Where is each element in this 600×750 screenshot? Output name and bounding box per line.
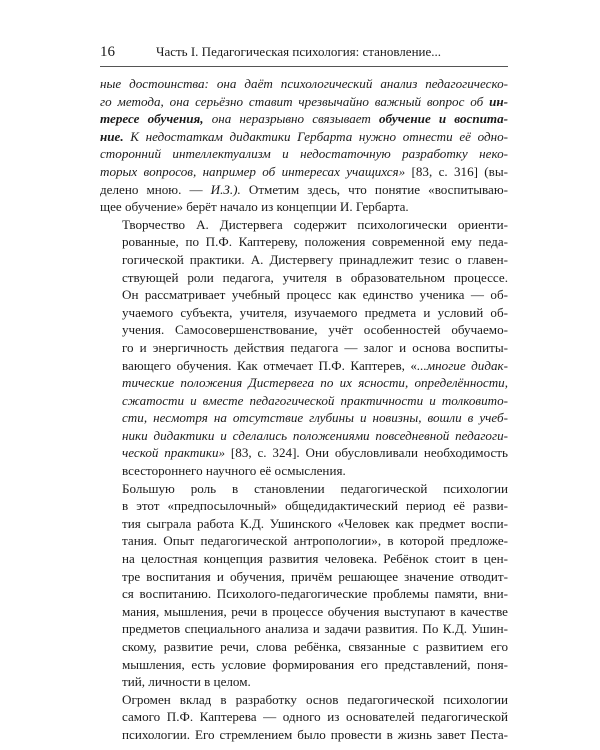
paragraph bbox=[100, 691, 508, 744]
text-segment: ствующей роли педагога, учителя в образовательном процессе. bbox=[122, 269, 508, 285]
text-line bbox=[100, 198, 508, 216]
text-segment: тре воспитания и обучения, причём решающее значение отводит- bbox=[122, 568, 508, 584]
text-segment: рованные, по П.Ф. Каптереву, положения современной ему педа- bbox=[122, 234, 508, 250]
text-line bbox=[100, 656, 508, 674]
text-segment: мания, мышления, речи в процессе обучения выступают в качестве bbox=[122, 603, 508, 619]
italic-quote: она неразрывно связывает bbox=[203, 111, 379, 127]
text-segment: учаемого субъекта, учителя, изучаемого предмета и условий об- bbox=[122, 304, 508, 320]
text-segment: самого П.Ф. Каптерева — одного из основателей педагогической bbox=[122, 709, 508, 725]
text-segment: делено мною. — bbox=[100, 181, 211, 197]
text-line bbox=[100, 251, 508, 269]
text-line bbox=[100, 480, 508, 498]
text-line bbox=[100, 128, 508, 146]
text-line bbox=[100, 357, 508, 375]
text-line bbox=[100, 163, 508, 181]
text-line bbox=[100, 286, 508, 304]
text-segment: вающего обучения. Как отмечает П.Ф. Каптерев, « bbox=[122, 357, 417, 373]
bold-italic-emphasis: обучение и воспита- bbox=[378, 111, 508, 127]
text-segment: всестороннего научного её осмысления. bbox=[122, 463, 346, 479]
text-line bbox=[100, 110, 508, 128]
text-line bbox=[100, 638, 508, 656]
italic-quote: сторонний интеллектуализм и недостаточную разработку неко- bbox=[100, 146, 508, 162]
text-segment: щее обучение» берёт начало из концепции И. Гербарта. bbox=[100, 199, 409, 215]
text-line bbox=[100, 532, 508, 550]
text-segment: тания. Опыт педагогической антропологии», в которой предложе- bbox=[122, 533, 508, 549]
text-segment: Отметим здесь, что понятие «воспитываю- bbox=[240, 181, 508, 197]
text-line bbox=[100, 585, 508, 603]
text-line bbox=[100, 726, 508, 744]
running-head bbox=[100, 44, 508, 60]
text-segment: скому, развитие речи, слова ребёнка, связанные с развитием его bbox=[122, 639, 508, 654]
text-segment: Большую роль в становлении педагогической психологии bbox=[122, 480, 508, 496]
text-line bbox=[100, 603, 508, 621]
italic-quote: ники дидактики и сделались положениями повседневной педагоги- bbox=[122, 427, 508, 443]
running-title: Часть I. Педагогическая психология: становление... bbox=[156, 44, 441, 59]
italic-quote: ...многие дидак- bbox=[416, 357, 508, 373]
text-line bbox=[100, 673, 508, 691]
text-line bbox=[100, 392, 508, 410]
text-segment: Огромен вклад в разработку основ педагогической психологии bbox=[122, 691, 508, 707]
text-segment: в этот «предпосылочный» общедидактический период её разви- bbox=[122, 498, 508, 514]
text-line bbox=[100, 216, 508, 234]
text-line bbox=[100, 462, 508, 480]
text-segment: тий, личности в целом. bbox=[122, 674, 251, 690]
text-line bbox=[100, 304, 508, 322]
text-line bbox=[100, 550, 508, 568]
text-segment: гогической практики. А. Дистервегу принадлежит тезис о главен- bbox=[122, 251, 508, 267]
page-number: 16 bbox=[100, 44, 115, 60]
text-line bbox=[100, 269, 508, 287]
text-line bbox=[100, 181, 508, 199]
text-line bbox=[100, 568, 508, 586]
bold-italic-emphasis: ние. bbox=[100, 128, 124, 144]
text-line bbox=[100, 145, 508, 163]
bold-italic-emphasis: тересе обучения, bbox=[100, 111, 204, 127]
text-line bbox=[100, 233, 508, 251]
text-segment: [83, с. 316] (вы- bbox=[405, 163, 508, 179]
paragraph bbox=[100, 75, 508, 216]
text-line bbox=[100, 374, 508, 392]
italic-quote: И.З.). bbox=[210, 181, 241, 197]
bold-italic-emphasis: ин- bbox=[489, 93, 508, 109]
text-line bbox=[100, 444, 508, 462]
text-line bbox=[100, 497, 508, 515]
text-segment: мышления, есть условие формирования его представлений, поня- bbox=[122, 656, 508, 672]
header-rule bbox=[100, 66, 508, 67]
text-segment: тия сыграла работа К.Д. Ушинского «Человек как предмет воспи- bbox=[122, 515, 508, 531]
text-segment: психологии. Его стремлением было провести в жизнь завет Песта- bbox=[122, 726, 508, 742]
italic-quote: ные достоинства: она даёт психологический анализ педагогическо- bbox=[100, 76, 508, 91]
text-line bbox=[100, 339, 508, 357]
text-segment: ся воспитанию. Психолого-педагогические проблемы памяти, вни- bbox=[122, 586, 508, 602]
text-segment: учения. Самосовершенствование, учёт особенностей обучаемо- bbox=[122, 322, 508, 338]
text-segment: Творчество А. Дистервега содержит психологически ориенти- bbox=[122, 216, 508, 232]
italic-quote: сти, несмотря на отсутствие глубины и новизны, вошли в учеб- bbox=[122, 410, 508, 426]
text-line bbox=[100, 93, 508, 111]
italic-quote: торых вопросов, например об интересах учащихся» bbox=[100, 163, 406, 179]
text-segment: предметов специального анализа и задачи развития. По К.Д. Ушин- bbox=[122, 621, 508, 637]
italic-quote: К недостаткам дидактики Гербарта нужно отнести её одно- bbox=[123, 128, 508, 144]
italic-quote: сжатости и вместе педагогической практичности и толковито- bbox=[122, 392, 508, 408]
text-line bbox=[100, 409, 508, 427]
paragraph bbox=[100, 216, 508, 480]
text-segment: на целостная концепция развития человека. Ребёнок стоит в цен- bbox=[122, 551, 508, 567]
body-text bbox=[100, 75, 508, 744]
text-line bbox=[100, 691, 508, 709]
text-line bbox=[100, 515, 508, 533]
italic-quote: ческой практики» bbox=[122, 445, 226, 461]
text-segment: го и энергичность действия педагога — залог и основа воспиты- bbox=[122, 339, 508, 355]
text-segment: Он рассматривает учебный процесс как единство ученика — об- bbox=[122, 287, 508, 303]
text-line bbox=[100, 620, 508, 638]
text-line bbox=[100, 427, 508, 445]
text-line bbox=[100, 708, 508, 726]
text-line bbox=[100, 321, 508, 339]
italic-quote: тические положения Дистервега по их ясности, определённости, bbox=[122, 375, 508, 391]
text-segment: [83, с. 324]. Они обусловливали необходимость bbox=[225, 445, 508, 461]
paragraph bbox=[100, 480, 508, 691]
italic-quote: го метода, она серьёзно ставит чрезвычайно важный вопрос об bbox=[100, 93, 490, 109]
text-line bbox=[100, 75, 508, 93]
